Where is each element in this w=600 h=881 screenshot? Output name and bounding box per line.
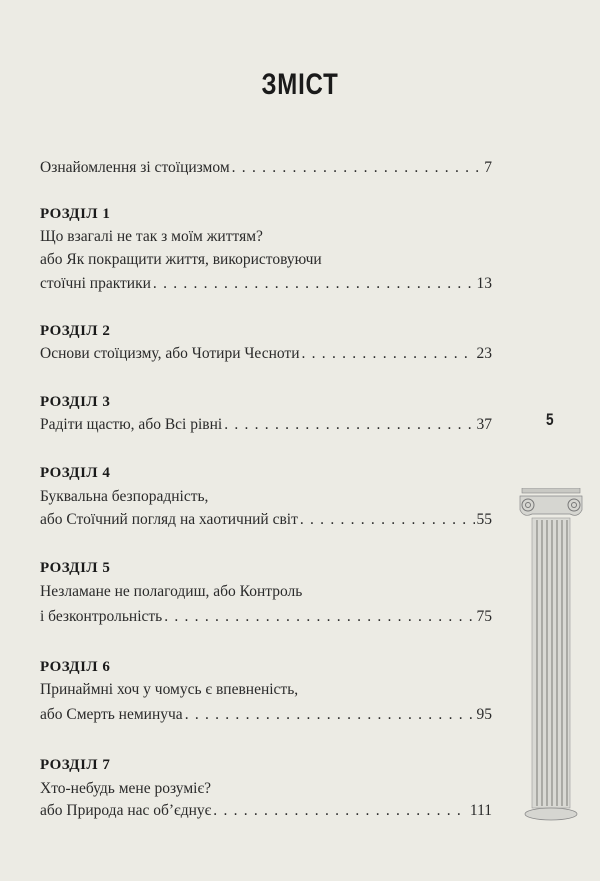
entry-title: Що взагалі не так з моїм життям? <box>40 228 263 245</box>
chapter-heading: РОЗДІЛ 2 <box>40 323 111 339</box>
dot-leader <box>164 607 474 627</box>
dot-leader <box>153 274 475 294</box>
chapter-heading: РОЗДІЛ 5 <box>40 560 111 576</box>
entry-title: Ознайомлення зі стоїцизмом <box>40 159 230 176</box>
entry-title: Буквальна безпорадність, <box>40 488 209 505</box>
entry-page: 111 <box>469 802 492 819</box>
entry-title: Основи стоїцизму, або Чотири Чесноти <box>40 345 300 362</box>
chapter-heading: РОЗДІЛ 4 <box>40 465 111 481</box>
chapter-heading: РОЗДІЛ 7 <box>40 757 111 773</box>
toc-entry-line[interactable] <box>40 227 492 247</box>
entry-page: 23 <box>476 345 492 362</box>
dot-leader <box>185 705 475 725</box>
entry-title: або Як покращити життя, використовуючи <box>40 251 322 268</box>
entry-title: стоїчні практики <box>40 275 151 292</box>
dot-leader <box>213 801 468 821</box>
toc-entry-line[interactable] <box>40 274 492 294</box>
dot-leader <box>224 415 474 435</box>
chapter-heading: РОЗДІЛ 6 <box>40 659 111 675</box>
toc-entry-intro[interactable] <box>40 158 492 178</box>
toc-entry-line[interactable] <box>40 344 492 364</box>
entry-title: або Природа нас об’єднує <box>40 802 212 819</box>
chapter-heading: РОЗДІЛ 3 <box>40 394 111 410</box>
ionic-column-illustration <box>518 488 584 824</box>
entry-title: Принаймні хоч у чомусь є впевненість, <box>40 681 299 698</box>
entry-title: Хто-небудь мене розуміє? <box>40 780 211 797</box>
toc-entry-line[interactable] <box>40 487 492 507</box>
entry-page: 37 <box>476 416 492 433</box>
dot-leader <box>300 510 475 530</box>
entry-title: або Смерть неминуча <box>40 706 183 723</box>
dot-leader <box>232 158 483 178</box>
toc-entry-line[interactable] <box>40 705 492 725</box>
toc-entry-line[interactable] <box>40 801 492 821</box>
toc-entry-line[interactable] <box>40 582 492 602</box>
entry-title: Радіти щастю, або Всі рівні <box>40 416 223 433</box>
toc-entry-line[interactable] <box>40 779 492 799</box>
page-number: 5 <box>545 410 554 429</box>
page-title: ЗМІСТ <box>261 68 339 101</box>
toc-entry-line[interactable] <box>40 415 492 435</box>
entry-page: 95 <box>476 706 492 723</box>
entry-title: або Стоїчний погляд на хаотичний світ <box>40 511 298 528</box>
entry-page: 55 <box>476 511 492 528</box>
toc-entry-line[interactable] <box>40 607 492 627</box>
entry-title: Незламане не полагодиш, або Контроль <box>40 583 303 600</box>
entry-page: 7 <box>484 159 492 176</box>
entry-page: 13 <box>476 275 492 292</box>
toc-entry-line[interactable] <box>40 510 492 530</box>
entry-title: і безконтрольність <box>40 608 163 625</box>
entry-page: 75 <box>476 608 492 625</box>
chapter-heading: РОЗДІЛ 1 <box>40 206 111 222</box>
toc-entry-line[interactable] <box>40 680 492 700</box>
dot-leader <box>302 344 475 364</box>
toc-entry-line[interactable] <box>40 250 492 270</box>
